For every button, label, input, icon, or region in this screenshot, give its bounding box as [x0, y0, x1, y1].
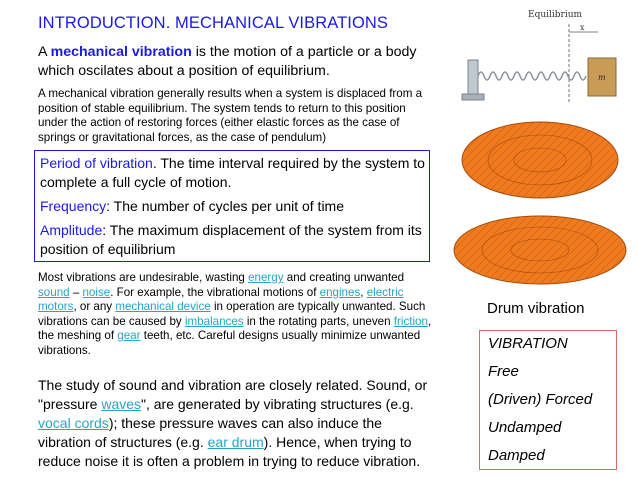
displacement-label: x	[580, 23, 585, 32]
vibration-type-free: Free	[488, 363, 519, 380]
link-friction[interactable]: friction	[393, 314, 428, 328]
text-run: ); these pressure waves can also induce the vibration of structures (e.g.	[38, 415, 382, 450]
text-run: ", are generated by vibrating structures (e.g.	[141, 396, 414, 412]
definition-text: : The number of cycles per unit of time	[106, 198, 345, 214]
spring-mass-figure	[456, 20, 626, 108]
definition-period	[40, 154, 426, 192]
drum-membrane-deformed	[462, 122, 618, 198]
definition-frequency	[40, 197, 426, 216]
text-run: in operation are typically unwanted. Such vibrations can be caused by	[38, 300, 426, 328]
definition-text: . The time interval required by the system to complete a full cycle of motion.	[40, 155, 425, 190]
explanation-paragraph: A mechanical vibration generally results when a system is displaced from a position of stable equilibrium. The system tends to return to this position under the action of restoring forces (either elastic forces as the case of springs or gravitational forces, as the case of pendulum)	[38, 87, 423, 144]
text-run: The study of sound and vibration are closely related. Sound, or "pressure	[38, 377, 428, 412]
drum-membrane-flat	[454, 216, 626, 284]
text-run: in the rotating parts, uneven	[243, 314, 394, 328]
text-run: ). Hence, when trying to reduce noise it is often a problem in trying to reduce vibration.	[38, 434, 421, 469]
drum-figure	[450, 118, 630, 298]
text-run: and creating unwanted	[283, 271, 405, 284]
text-run: , the meshing of	[38, 314, 432, 343]
intro-pre: A	[38, 44, 51, 60]
intro-highlight: mechanical vibration	[50, 44, 192, 60]
link-ear-drum[interactable]: ear drum	[207, 434, 264, 450]
vibration-heading: VIBRATION	[488, 335, 568, 352]
definition-term: Period of vibration	[40, 155, 153, 171]
link-imbalances[interactable]: imbalances	[184, 314, 244, 328]
mass-label: m	[598, 73, 606, 82]
text-run: teeth, etc. Careful designs usually minimize unwanted vibrations.	[38, 329, 421, 357]
link-electric-motors[interactable]: electric motors	[38, 285, 404, 314]
link-engines[interactable]: engines	[319, 285, 361, 299]
equilibrium-label: Equilibrium	[528, 10, 583, 20]
text-run: Most vibrations are undesirable, wasting	[38, 271, 249, 284]
intro-paragraph	[38, 43, 438, 81]
drum-vibration-label: Drum vibration	[487, 300, 585, 317]
wall-post	[468, 60, 478, 96]
undesirable-paragraph	[38, 271, 438, 359]
definition-term: Amplitude	[40, 222, 103, 238]
vibration-type-undamped: Undamped	[488, 419, 562, 436]
vibration-type-forced: (Driven) Forced	[488, 391, 593, 408]
definition-amplitude	[40, 221, 426, 259]
link-waves[interactable]: waves	[101, 396, 142, 412]
spring	[478, 72, 586, 80]
link-noise[interactable]: noise	[82, 285, 111, 299]
text-run: ,	[360, 285, 367, 299]
vibration-type-damped: Damped	[488, 447, 545, 464]
slide-title: INTRODUCTION. MECHANICAL VIBRATIONS	[38, 14, 389, 32]
text-run: . For example, the vibrational motions of	[110, 285, 320, 299]
wall-base	[462, 94, 484, 100]
link-mechanical-device[interactable]: mechanical device	[115, 300, 211, 314]
text-run: , or any	[73, 300, 116, 314]
link-vocal-cords[interactable]: vocal cords	[38, 415, 109, 431]
text-run: –	[69, 285, 83, 299]
definition-term: Frequency	[40, 198, 107, 214]
sound-paragraph	[38, 376, 438, 471]
definition-text: : The maximum displacement of the system from its position of equilibrium	[40, 222, 422, 257]
link-energy[interactable]: energy	[248, 271, 284, 284]
intro-post: is the motion of a particle or a body which oscilates about a position of equilibrium.	[38, 44, 417, 79]
link-gear[interactable]: gear	[117, 329, 141, 343]
vibration-types-box	[479, 330, 617, 470]
link-sound[interactable]: sound	[38, 285, 70, 299]
definitions-box	[34, 150, 430, 262]
